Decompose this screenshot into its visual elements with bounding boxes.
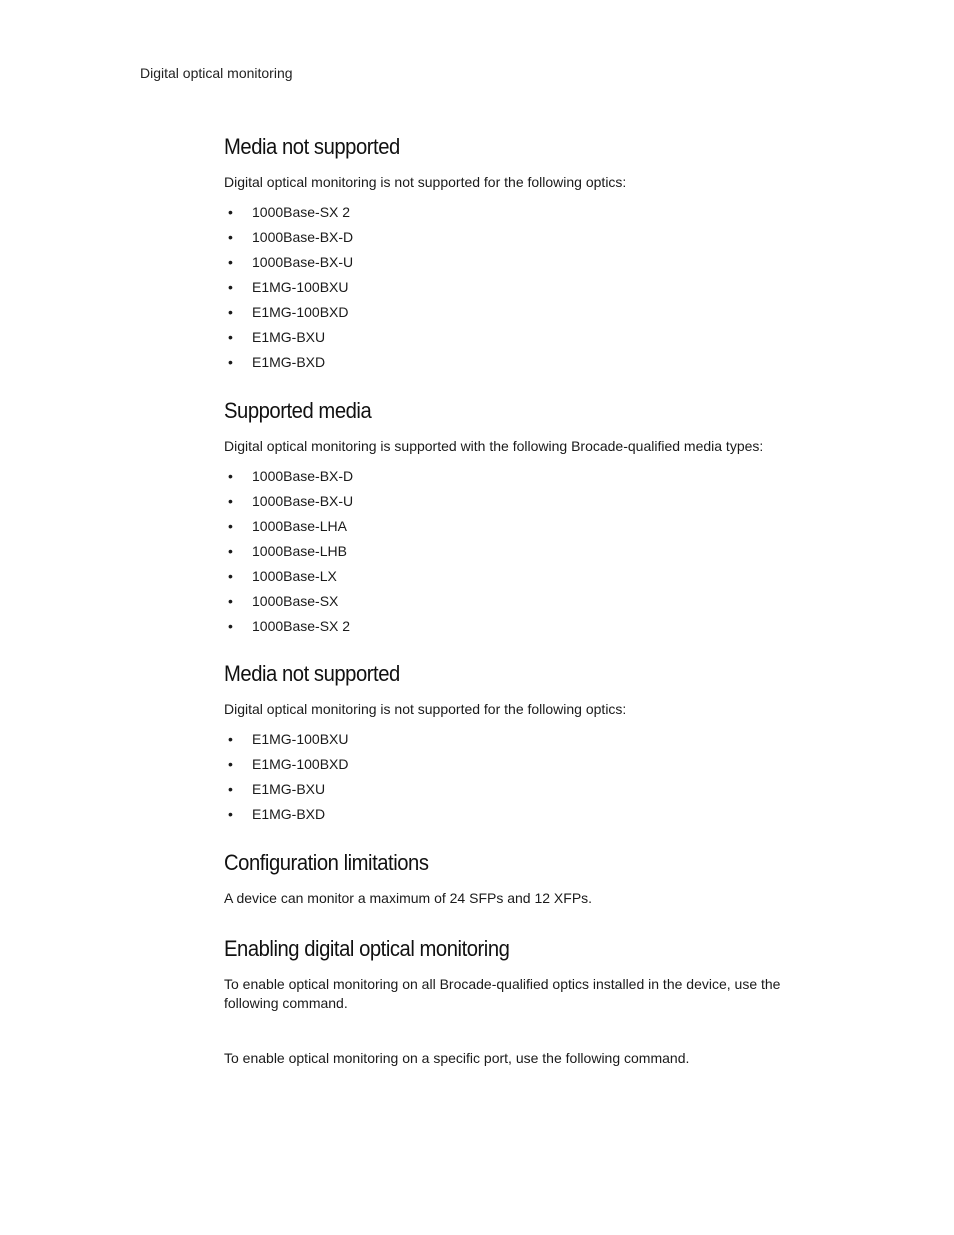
bullet-icon: • bbox=[228, 204, 233, 220]
optics-list bbox=[224, 200, 824, 375]
optics-list bbox=[224, 727, 824, 827]
list-item bbox=[224, 564, 824, 589]
list-item-text: 1000Base-BX-D bbox=[252, 468, 354, 484]
list-item bbox=[224, 589, 824, 614]
list-item bbox=[224, 727, 824, 752]
list-item bbox=[224, 300, 824, 325]
running-header: Digital optical monitoring bbox=[140, 65, 293, 81]
list-item-text: E1MG-100BXU bbox=[252, 731, 349, 747]
list-item-text: 1000Base-LHA bbox=[252, 518, 347, 534]
bullet-icon: • bbox=[228, 568, 233, 584]
section-configuration-limitations bbox=[224, 846, 824, 908]
list-item-text: 1000Base-BX-D bbox=[252, 229, 354, 245]
bullet-icon: • bbox=[228, 806, 233, 822]
list-item-text: E1MG-BXD bbox=[252, 354, 326, 370]
list-item-text: E1MG-BXU bbox=[252, 781, 326, 797]
section-supported-media bbox=[224, 394, 824, 639]
list-item bbox=[224, 225, 824, 250]
list-item-text: E1MG-100BXU bbox=[252, 279, 349, 295]
bullet-icon: • bbox=[228, 304, 233, 320]
list-item bbox=[224, 614, 824, 639]
media-types-list bbox=[224, 464, 824, 639]
section-media-not-supported bbox=[224, 130, 824, 375]
bullet-icon: • bbox=[228, 781, 233, 797]
list-item-text: 1000Base-LX bbox=[252, 568, 337, 584]
bullet-icon: • bbox=[228, 731, 233, 747]
bullet-icon: • bbox=[228, 354, 233, 370]
list-item bbox=[224, 752, 824, 777]
bullet-icon: • bbox=[228, 279, 233, 295]
section-intro: Digital optical monitoring is not supported for the following optics: bbox=[224, 174, 627, 190]
list-item bbox=[224, 325, 824, 350]
list-item bbox=[224, 250, 824, 275]
bullet-icon: • bbox=[228, 254, 233, 270]
section-enabling-monitoring bbox=[224, 932, 824, 1068]
section-media-not-supported bbox=[224, 657, 824, 827]
list-item-text: 1000Base-SX 2 bbox=[252, 618, 351, 634]
bullet-icon: • bbox=[228, 329, 233, 345]
list-item-text: E1MG-BXD bbox=[252, 806, 326, 822]
bullet-icon: • bbox=[228, 618, 233, 634]
bullet-icon: • bbox=[228, 493, 233, 509]
bullet-icon: • bbox=[228, 229, 233, 245]
section-intro: Digital optical monitoring is not supported for the following optics: bbox=[224, 701, 627, 717]
section-heading: Configuration limitations bbox=[224, 850, 429, 875]
section-intro: To enable optical monitoring on all Brocade-qualified optics installed in the device, use the following command. bbox=[224, 976, 781, 1011]
list-item bbox=[224, 275, 824, 300]
section-heading: Supported media bbox=[224, 398, 372, 423]
list-item-text: E1MG-100BXD bbox=[252, 756, 349, 772]
section-heading: Media not supported bbox=[224, 134, 400, 159]
section-intro: A device can monitor a maximum of 24 SFPs and 12 XFPs. bbox=[224, 890, 593, 906]
bullet-icon: • bbox=[228, 756, 233, 772]
list-item-text: E1MG-100BXD bbox=[252, 304, 349, 320]
bullet-icon: • bbox=[228, 518, 233, 534]
list-item-text: 1000Base-BX-U bbox=[252, 493, 354, 509]
list-item bbox=[224, 802, 824, 827]
list-item bbox=[224, 200, 824, 225]
bullet-icon: • bbox=[228, 543, 233, 559]
list-item bbox=[224, 514, 824, 539]
list-item bbox=[224, 464, 824, 489]
list-item bbox=[224, 777, 824, 802]
list-item-text: 1000Base-LHB bbox=[252, 543, 347, 559]
list-item bbox=[224, 539, 824, 564]
section-paragraph: To enable optical monitoring on a specific port, use the following command. bbox=[224, 1050, 690, 1066]
list-item-text: 1000Base-SX 2 bbox=[252, 204, 351, 220]
list-item bbox=[224, 350, 824, 375]
section-heading: Enabling digital optical monitoring bbox=[224, 936, 510, 961]
list-item bbox=[224, 489, 824, 514]
list-item-text: 1000Base-SX bbox=[252, 593, 339, 609]
list-item-text: E1MG-BXU bbox=[252, 329, 326, 345]
list-item-text: 1000Base-BX-U bbox=[252, 254, 354, 270]
bullet-icon: • bbox=[228, 468, 233, 484]
section-heading: Media not supported bbox=[224, 661, 400, 686]
bullet-icon: • bbox=[228, 593, 233, 609]
section-intro: Digital optical monitoring is supported with the following Brocade-qualified media types: bbox=[224, 438, 764, 454]
